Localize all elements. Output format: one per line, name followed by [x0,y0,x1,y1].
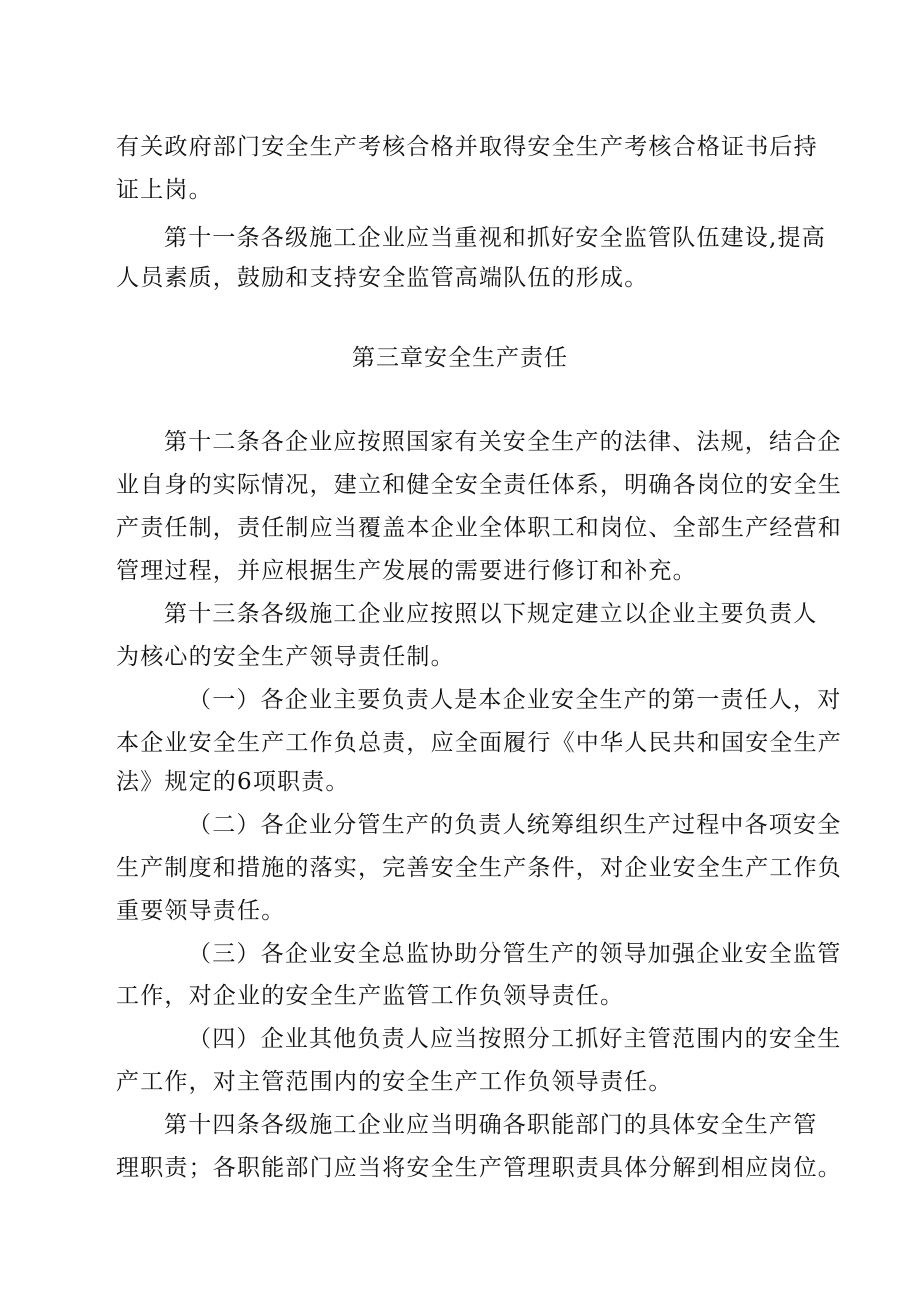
article-11-line: 第十一条各级施工企业应当重视和抓好安全监管队伍建设,提高 [164,225,826,251]
text-line: 工作，对企业的安全生产监管工作负领导责任。 [116,983,625,1009]
text-line: 理职责；各职能部门应当将安全生产管理职责具体分解到相应岗位。 [116,1155,842,1181]
text-line: 人员素质，鼓励和支持安全监管高端队伍的形成。 [116,265,649,291]
article-14-line: 第十四条各级施工企业应当明确各职能部门的具体安全生产管 [164,1112,818,1138]
text-line: 生产制度和措施的落实，完善安全生产条件，对企业安全生产工作负 [116,855,842,881]
text-line: 产责任制，责任制应当覆盖本企业全体职工和岗位、全部生产经营和 [116,515,842,541]
text-line: 证上岗。 [116,177,213,203]
text-line: 产工作，对主管范围内的安全生产工作负领导责任。 [116,1069,673,1095]
chapter-heading: 第三章安全生产责任 [352,345,568,371]
clause-3-line: （三）各企业安全总监协助分管生产的领导加强企业安全监管 [188,941,842,967]
text-line: 本企业安全生产工作负总责，应全面履行《中华人民共和国安全生产 [116,730,842,756]
article-13-line: 第十三条各级施工企业应按照以下规定建立以企业主要负责人 [164,601,818,627]
clause-4-line: （四）企业其他负责人应当按照分工抓好主管范围内的安全生 [188,1026,842,1052]
clause-2-line: （二）各企业分管生产的负责人统筹组织生产过程中各项安全 [188,812,842,838]
text-line: 有关政府部门安全生产考核合格并取得安全生产考核合格证书后持 [116,134,818,160]
text-line: 管理过程，并应根据生产发展的需要进行修订和补充。 [116,558,697,584]
text-line: 业自身的实际情况，建立和健全安全责任体系，明确各岗位的安全生 [116,472,842,498]
text-line: 为核心的安全生产领导责任制。 [116,644,455,670]
clause-1-line: （一）各企业主要负责人是本企业安全生产的第一责任人，对 [188,687,842,713]
text-line: 法》规定的6项职责。 [116,769,350,795]
text-line: 重要领导责任。 [116,898,286,924]
article-12-line: 第十二条各企业应按照国家有关安全生产的法律、法规，结合企 [164,429,842,455]
